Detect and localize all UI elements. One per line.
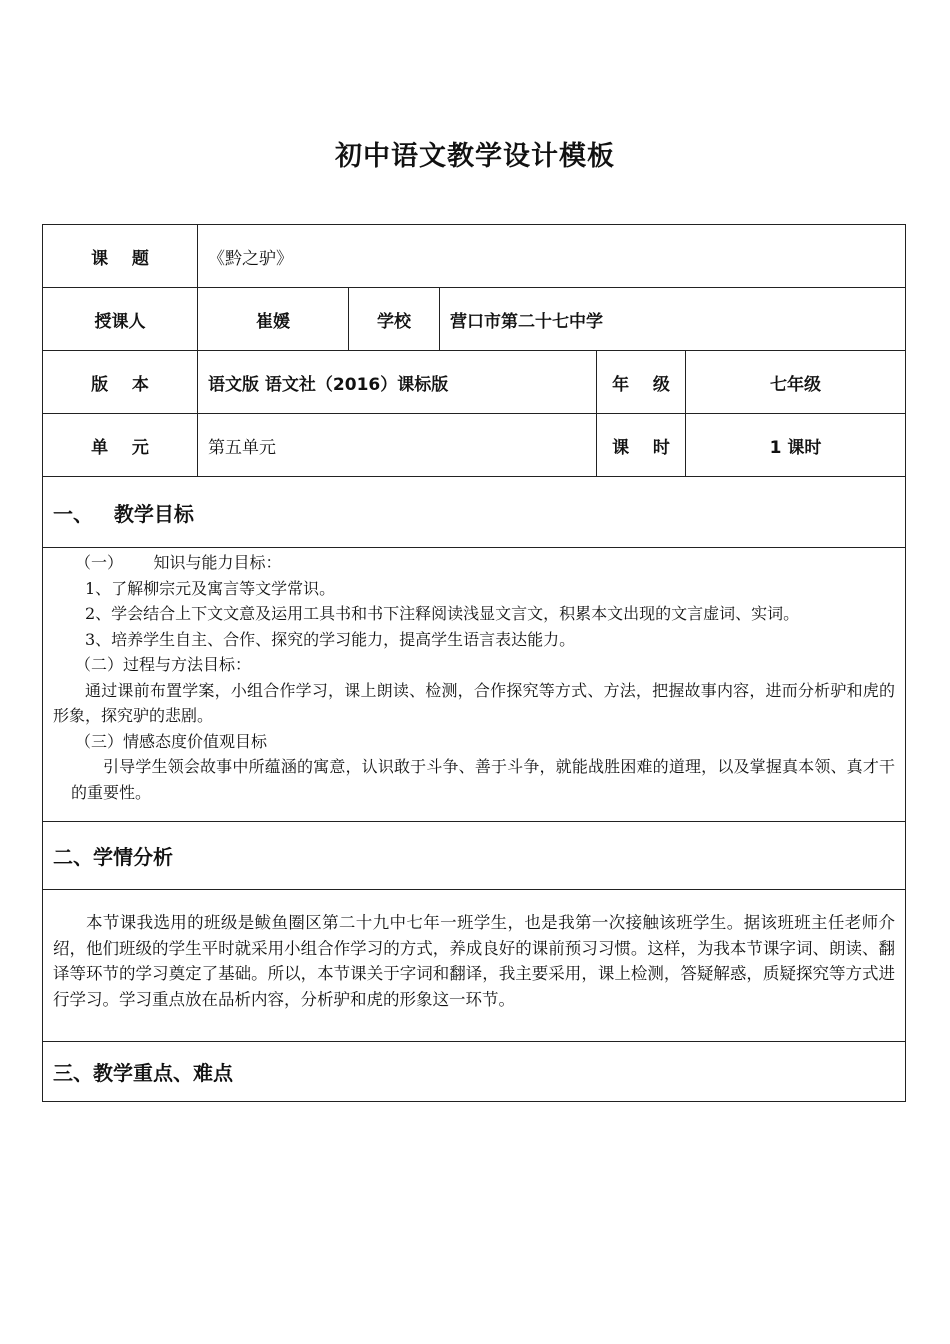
school-label: 学校 xyxy=(348,288,439,350)
objective-item: 2、学会结合上下文文意及运用工具书和书下注释阅读浅显文言文，积累本文出现的文言虚词、实词。 xyxy=(85,604,800,623)
section3-header-row xyxy=(42,1042,906,1102)
topic-value: 《黔之驴》 xyxy=(197,225,905,287)
unit-label: 单 元 xyxy=(91,437,149,458)
objective-item: 1、了解柳宗元及寓言等文学常识。 xyxy=(85,578,336,598)
section1-header-row xyxy=(42,477,906,548)
grade-label: 年 级 xyxy=(596,351,685,413)
row-edition xyxy=(42,351,906,414)
row-unit xyxy=(42,414,906,477)
edition-value: 语文版 语文社（2016）课标版 xyxy=(197,351,596,413)
teacher-value: 崔媛 xyxy=(197,288,348,350)
page-title: 初中语文教学设计模板 xyxy=(335,141,615,172)
row-teacher xyxy=(42,288,906,351)
period-value: 1 课时 xyxy=(685,414,905,476)
section1-body-row xyxy=(42,548,906,822)
section2-header-row xyxy=(42,822,906,890)
section1-body xyxy=(53,550,895,805)
section3-heading: 三、教学重点、难点 xyxy=(53,1061,233,1085)
learner-analysis-text: 本节课我选用的班级是鲅鱼圈区第二十九中七年一班学生，也是我第一次接触该班学生。据该班班主任老师介绍，他们班级的学生平时就采用小组合作学习的方式，养成良好的课前预习习惯。这样，为我本节课字词、朗读、翻译等环节的学习奠定了基础。所以，本节课关于字词和翻译，我主要采用，课上检测，答疑解惑，质疑探究等方式进行学习。学习重点放在品析内容，分析驴和虎的形象这一环节。 xyxy=(53,913,895,1009)
section2-heading: 二、学情分析 xyxy=(53,845,173,869)
section2-body-row xyxy=(42,890,906,1042)
topic-label: 课 题 xyxy=(91,248,149,269)
objective-heading-2: （二）过程与方法目标： xyxy=(75,655,252,674)
grade-value: 七年级 xyxy=(685,351,905,413)
unit-value: 第五单元 xyxy=(197,414,596,476)
period-label: 课 时 xyxy=(596,414,685,476)
objective-heading-3: （三）情感态度价值观目标 xyxy=(75,731,268,751)
objective-heading-1: （一） 知识与能力目标： xyxy=(75,553,282,572)
edition-label: 版 本 xyxy=(91,374,149,395)
section1-heading: 一、 教学目标 xyxy=(53,501,194,526)
row-topic xyxy=(42,224,906,288)
objective-item: 引导学生领会故事中所蕴涵的寓意，认识敢于斗争、善于斗争，就能战胜困难的道理，以及掌握真本领、真才干的重要性。 xyxy=(71,757,895,802)
section2-body xyxy=(53,910,895,1012)
school-value: 营口市第二十七中学 xyxy=(439,288,905,350)
objective-item: 通过课前布置学案，小组合作学习，课上朗读、检测，合作探究等方式、方法，把握故事内容，进而分析驴和虎的形象，探究驴的悲剧。 xyxy=(53,680,895,725)
objective-item: 3、培养学生自主、合作、探究的学习能力，提高学生语言表达能力。 xyxy=(85,629,576,649)
teacher-label: 授课人 xyxy=(94,311,146,332)
